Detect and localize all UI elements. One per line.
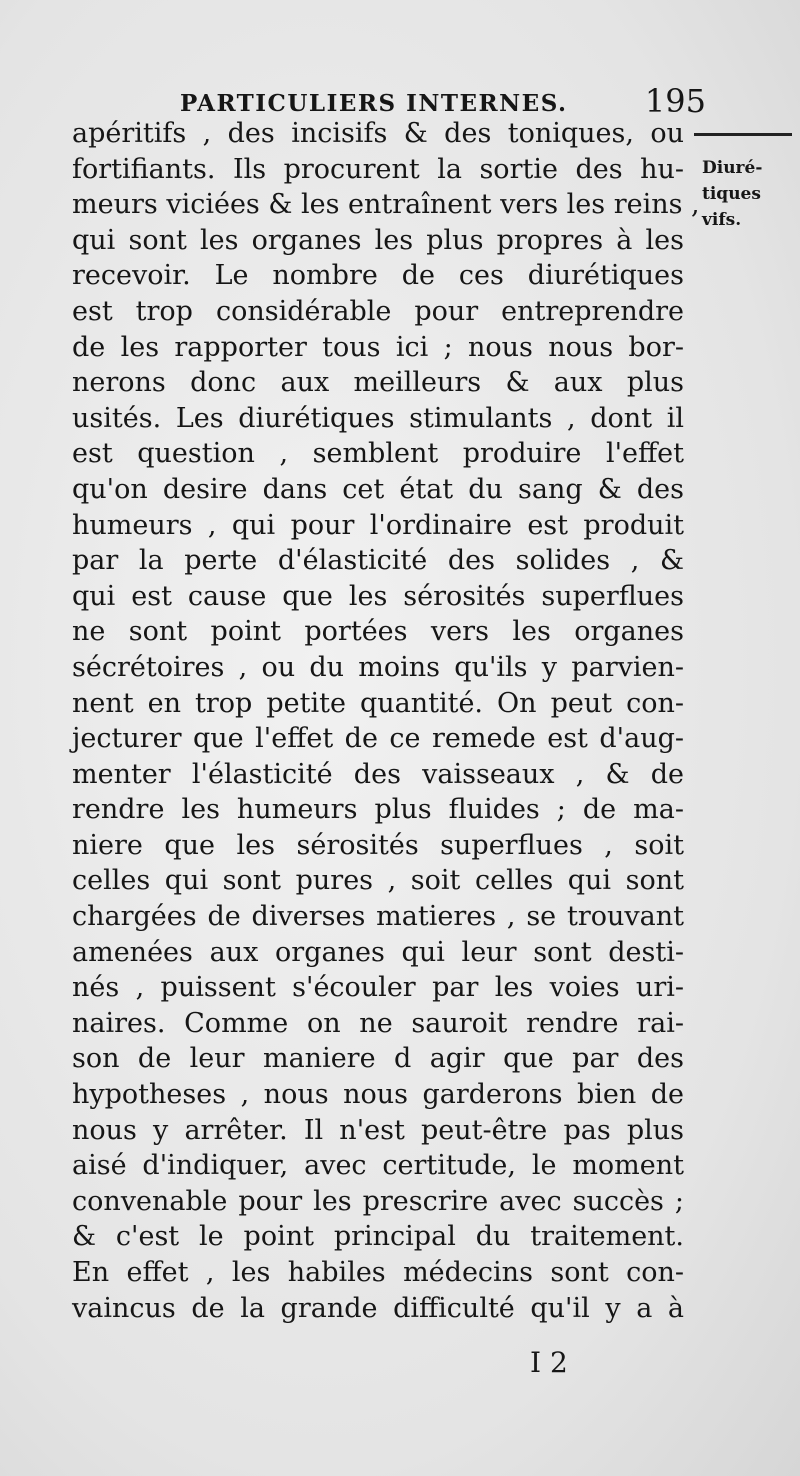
text-line: aisé d'indiquer, avec certitude, le moment [72,1150,684,1182]
text-line: nous y arrêter. Il n'est peut-être pas plus [72,1114,684,1146]
text-line: vaincus de la grande difficulté qu'il y a à [72,1292,684,1324]
text-line: qui sont les organes les plus propres à les [72,224,684,256]
text-line: est trop considérable pour entreprendre [72,295,684,327]
text-line: hypotheses , nous nous garderons bien de [72,1079,684,1111]
text-line: fortifiants. Ils procurent la sortie des hu- [72,153,684,185]
text-line: rendre les humeurs plus fluides ; de ma- [72,794,684,826]
text-line: apéritifs , des incisifs & des toniques, ou [72,118,684,149]
text-line: de les rapporter tous ici ; nous nous bor- [72,331,684,363]
text-line: menter l'élasticité des vaisseaux , & de [72,758,684,790]
text-line: usités. Les diurétiques stimulants , dont il [72,402,684,434]
text-line: nent en trop petite quantité. On peut con- [72,687,684,719]
text-line: niere que les sérosités superflues , soit [72,829,684,861]
text-line: qui est cause que les sérosités superflues [72,580,684,612]
text-line: sécrétoires , ou du moins qu'ils y parvien- [72,651,684,683]
margin-note-line: Diuré- [702,158,763,178]
text-line: convenable pour les prescrire avec succès ; [72,1185,684,1217]
text-line: celles qui sont pures , soit celles qui sont [72,865,684,897]
margin-note-line: tiques [702,184,761,204]
text-line: qu'on desire dans cet état du sang & des [72,473,684,505]
signature-mark: I 2 [530,1346,568,1379]
text-line: nés , puissent s'écouler par les voies uri- [72,972,684,1004]
text-line: recevoir. Le nombre de ces diurétiques [72,260,684,292]
text-line: amenées aux organes qui leur sont desti- [72,936,684,968]
text-line: naires. Comme on ne sauroit rendre rai- [72,1007,684,1039]
text-line: En effet , les habiles médecins sont con- [72,1257,684,1288]
text-line: meurs viciées & les entraînent vers les reins , [72,189,700,221]
text-line: & c'est le point principal du traitement. [72,1221,684,1253]
text-line: est question , semblent produire l'effet [72,438,684,470]
text-line: ne sont point portées vers les organes [72,616,684,648]
text-line: humeurs , qui pour l'ordinaire est produit [72,509,684,541]
body-text [72,116,700,1326]
text-line: chargées de diverses matieres , se trouvant [72,901,684,933]
margin-note-line: vifs. [702,210,742,230]
page-number: 195 [644,82,706,120]
text-line: jecturer que l'effet de ce remede est d'aug- [72,723,684,755]
text-line: nerons donc aux meilleurs & aux plus [72,367,684,399]
running-head: PARTICULIERS INTERNES. [180,90,568,117]
text-line: son de leur maniere d agir que par des [72,1043,684,1075]
text-line: par la perte d'élasticité des solides , & [72,545,684,577]
margin-rule [694,133,792,136]
margin-note [702,155,800,233]
